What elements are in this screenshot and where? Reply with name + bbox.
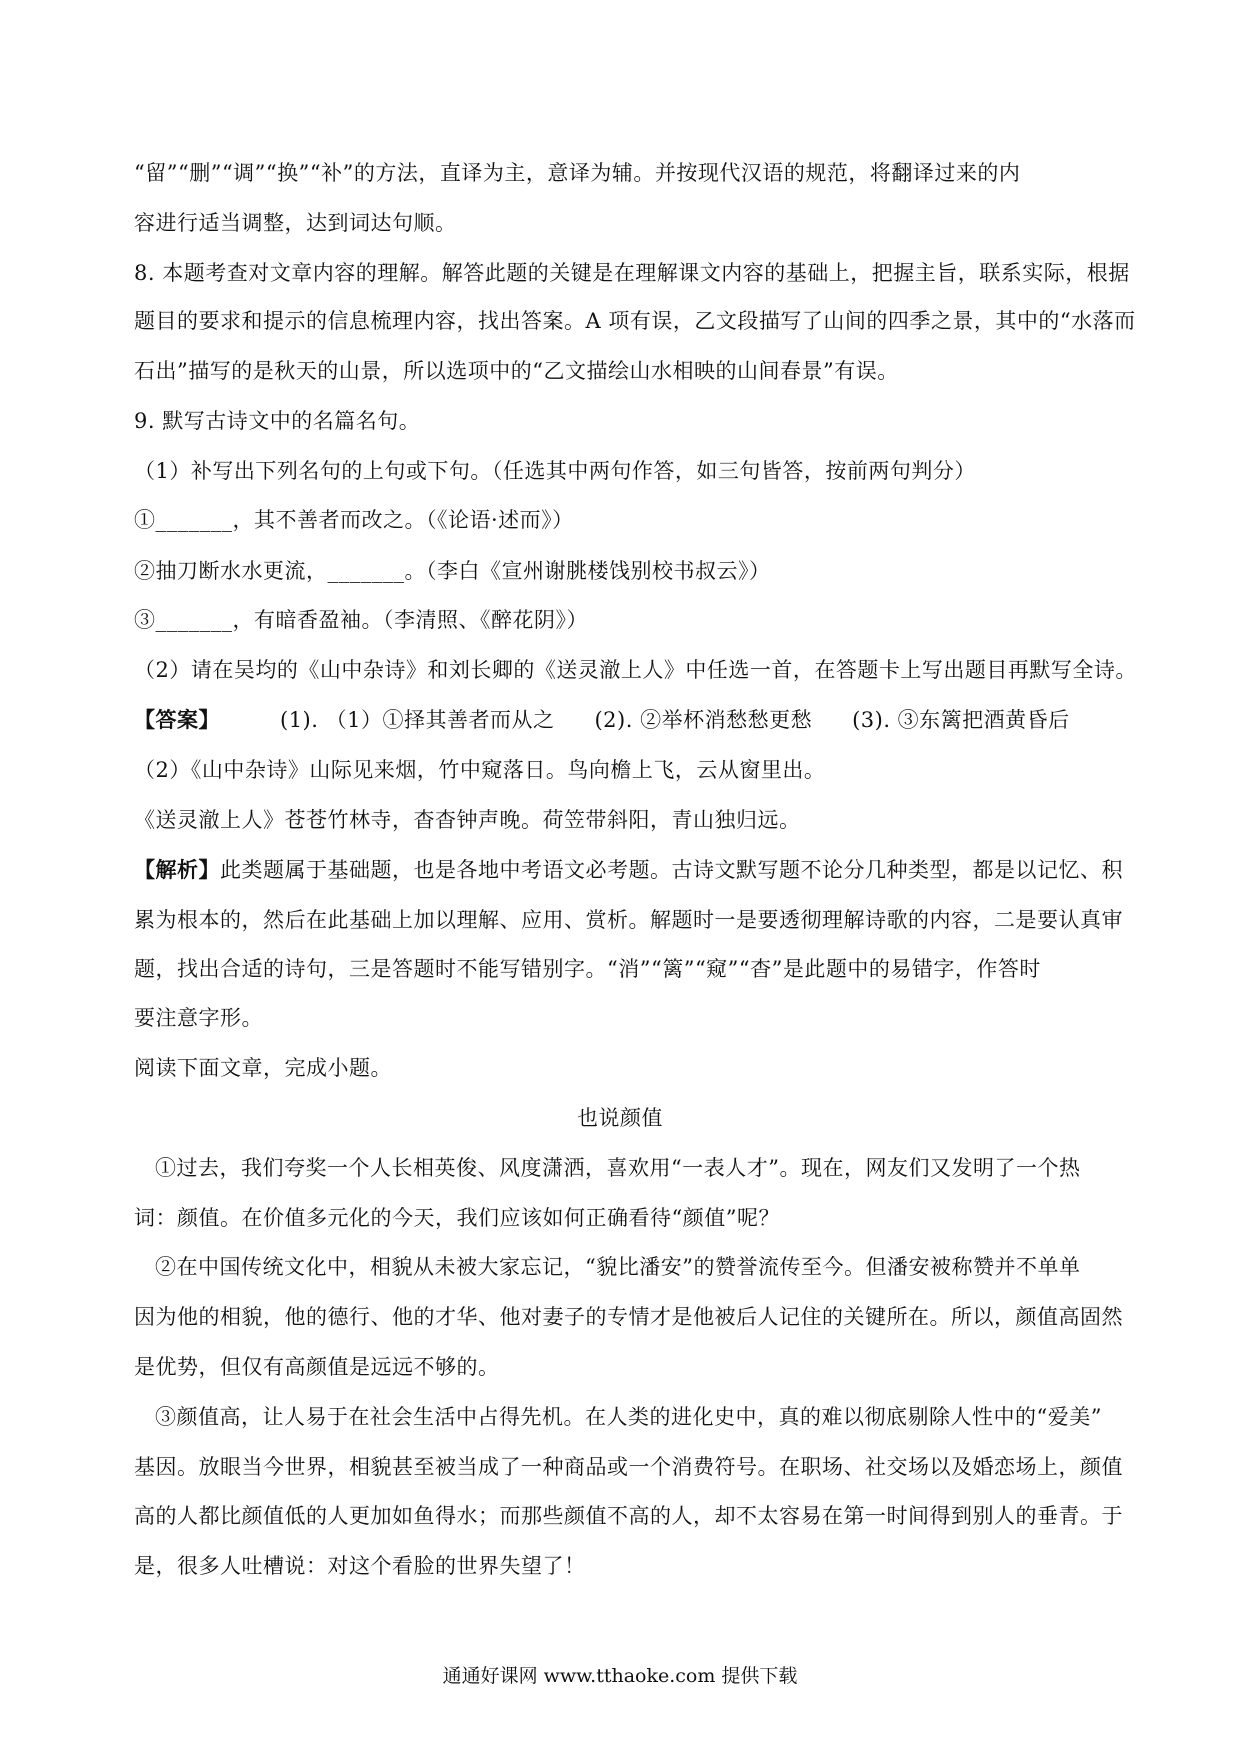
text-line: （2）请在吴均的《山中杂诗》和刘长卿的《送灵澈上人》中任选一首，在答题卡上写出题目再默写全诗。 (134, 658, 1137, 682)
text-line: （1）补写出下列名句的上句或下句。（任选其中两句作答，如三句皆答，按前两句判分） (134, 459, 976, 483)
analysis-text: 此类题属于基础题，也是各地中考语文必考题。古诗文默写题不论分几种类型，都是以记忆、积 (220, 858, 1123, 882)
answer-part: (2). ②举杯消愁愁更愁 (594, 708, 813, 732)
essay-line: ②在中国传统文化中，相貌从未被大家忘记，“貌比潘安”的赞誉流传至今。但潘安被称赞并不单单 (155, 1255, 1081, 1279)
text-line: ②抽刀断水水更流，_______。（李白《宣州谢朓楼饯别校书叔云》） (134, 559, 771, 583)
text-line: 题目的要求和提示的信息梳理内容，找出答案。A 项有误，乙文段描写了山间的四季之景，其中的“水落而 (134, 309, 1136, 333)
text-line: ③_______，有暗香盈袖。（李清照、《醉花阴》） (134, 608, 588, 632)
answer-part: (3). ③东篱把酒黄昏后 (852, 708, 1070, 732)
essay-line: 是，很多人吐槽说：对这个看脸的世界失望了！ (134, 1554, 586, 1578)
essay-line: 基因。放眼当今世界，相貌甚至被当成了一种商品或一个消费符号。在职场、社交场以及婚恋场上，颜值 (134, 1455, 1123, 1479)
analysis-line (134, 856, 1124, 884)
text-line: 石出”描写的是秋天的山景，所以选项中的“乙文描绘山水相映的山间春景”有误。 (134, 359, 899, 383)
essay-line: 高的人都比颜值低的人更加如鱼得水；而那些颜值不高的人，却不太容易在第一时间得到别人的垂青。于 (134, 1504, 1123, 1528)
essay-line: ③颜值高，让人易于在社会生活中占得先机。在人类的进化史中，真的难以彻底剔除人性中的“爱美” (155, 1405, 1102, 1429)
essay-line: 是优势，但仅有高颜值是远远不够的。 (134, 1355, 500, 1379)
text-line: 8. 本题考查对文章内容的理解。解答此题的关键是在理解课文内容的基础上，把握主旨，联系实际，根据 (134, 261, 1130, 285)
text-line: 《送灵澈上人》苍苍竹林寺，杳杳钟声晚。荷笠带斜阳，青山独归远。 (134, 808, 801, 832)
text-line: 9. 默写古诗文中的名篇名句。 (134, 409, 421, 433)
text-line: 累为根本的，然后在此基础上加以理解、应用、赏析。解题时一是要透彻理解诗歌的内容，二是要认真审 (134, 908, 1123, 932)
text-line: 题，找出合适的诗句，三是答题时不能写错别字。“消”“篱”“窥”“杳”是此题中的易错字，作答时 (134, 957, 1041, 981)
answer-line (134, 706, 1124, 734)
essay-line: ①过去，我们夸奖一个人长相英俊、风度潇洒，喜欢用“一表人才”。现在，网友们又发明了一个热 (155, 1156, 1081, 1180)
essay-line: 词：颜值。在价值多元化的今天，我们应该如何正确看待“颜值”呢？ (134, 1206, 780, 1230)
text-line: “留”“删”“调”“换”“补”的方法，直译为主，意译为辅。并按现代汉语的规范，将翻译过来的内 (134, 161, 1021, 185)
analysis-label: 【解析】 (134, 857, 220, 882)
text-line: 阅读下面文章，完成小题。 (134, 1056, 392, 1080)
text-line: 容进行适当调整，达到词达句顺。 (134, 211, 457, 235)
essay-line: 因为他的相貌，他的德行、他的才华、他对妻子的专情才是他被后人记住的关键所在。所以，颜值高固然 (134, 1305, 1123, 1329)
essay-title: 也说颜值 (577, 1106, 663, 1130)
text-line: 要注意字形。 (134, 1006, 263, 1030)
text-line: ①_______，其不善者而改之。（《论语·述而》） (134, 508, 574, 532)
page-footer: 通通好课网 www.tthaoke.com 提供下载 (442, 1665, 798, 1687)
answer-label: 【答案】 (134, 707, 220, 732)
text-line: （2）《山中杂诗》山际见来烟，竹中窥落日。鸟向檐上飞，云从窗里出。 (134, 758, 826, 782)
answer-part: (1). （1）①择其善者而从之 (280, 708, 555, 732)
